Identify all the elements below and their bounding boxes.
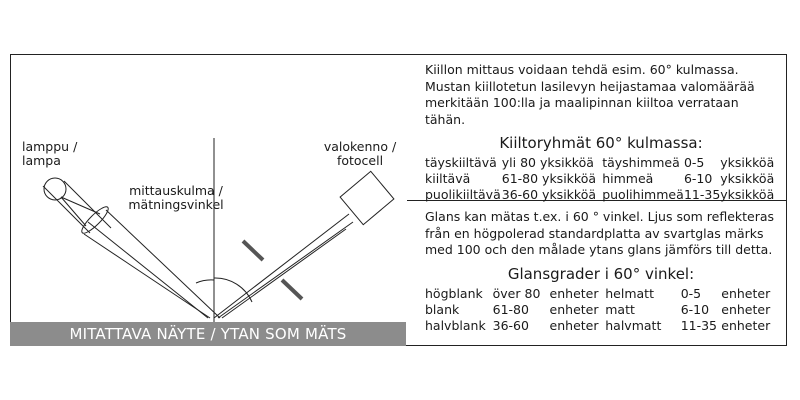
aperture-plate-upper [243, 241, 263, 260]
measurement-angle-arc [196, 280, 214, 283]
table-row: blank 61-80 enheter matt 6-10 enheter [425, 301, 771, 317]
finnish-table-title: Kiiltoryhmät 60° kulmassa: [499, 134, 703, 152]
table-row: halvblank 36-60 enheter halvmatt 11-35 enheter [425, 317, 771, 333]
aperture-plate-lower [282, 280, 302, 299]
table-row: puolikiiltävä 36-60 yksikköä puolihimmeä 11-35 yksikköä [425, 187, 775, 202]
swedish-table-title: Glansgrader i 60° vinkel: [507, 264, 695, 283]
swedish-intro: Glans kan mätas t.ex. i 60 ° vinkel. Ljus som reflekteras från en högpolerad standardplatta av svartglas märks med 100 och den målade ytans glans jämförs till detta. [425, 209, 775, 257]
finnish-intro: Kiillon mittaus voidaan tehdä esim. 60° kulmassa. Mustan kiillotetun lasilevyn heijastamaa valomäärää merkitään 100:lla ja maalipinnan kiiltoa verrataan tähän. [425, 62, 755, 127]
incident-beam [88, 222, 208, 318]
photocell-label: valokenno / fotocell [323, 139, 397, 168]
table-row: kiiltävä 61-80 yksikköä himmeä 6-10 yksikköä [425, 171, 775, 186]
angle-label: mittauskulma / mätningsvinkel [128, 183, 224, 212]
sample-surface-bar: MITATTAVA NÄYTE / YTAN SOM MÄTS [10, 322, 406, 346]
table-row: täyskiiltävä yli 80 yksikköä täyshimmeä 0-5 yksikköä [425, 155, 775, 170]
lamp-body [43, 186, 90, 233]
swedish-gloss-table [425, 286, 777, 334]
table-row: högblank över 80 enheter helmatt 0-5 enheter [425, 285, 771, 301]
lamp-icon [44, 178, 66, 200]
lamp-cone [61, 197, 100, 214]
swedish-panel [407, 201, 787, 346]
finnish-panel [407, 54, 787, 201]
finnish-gloss-table [425, 155, 777, 203]
reflected-beam [214, 214, 349, 318]
lens-icon [79, 204, 112, 237]
photocell-icon [340, 171, 394, 224]
lamp-label: lamppu / lampa [22, 139, 78, 168]
